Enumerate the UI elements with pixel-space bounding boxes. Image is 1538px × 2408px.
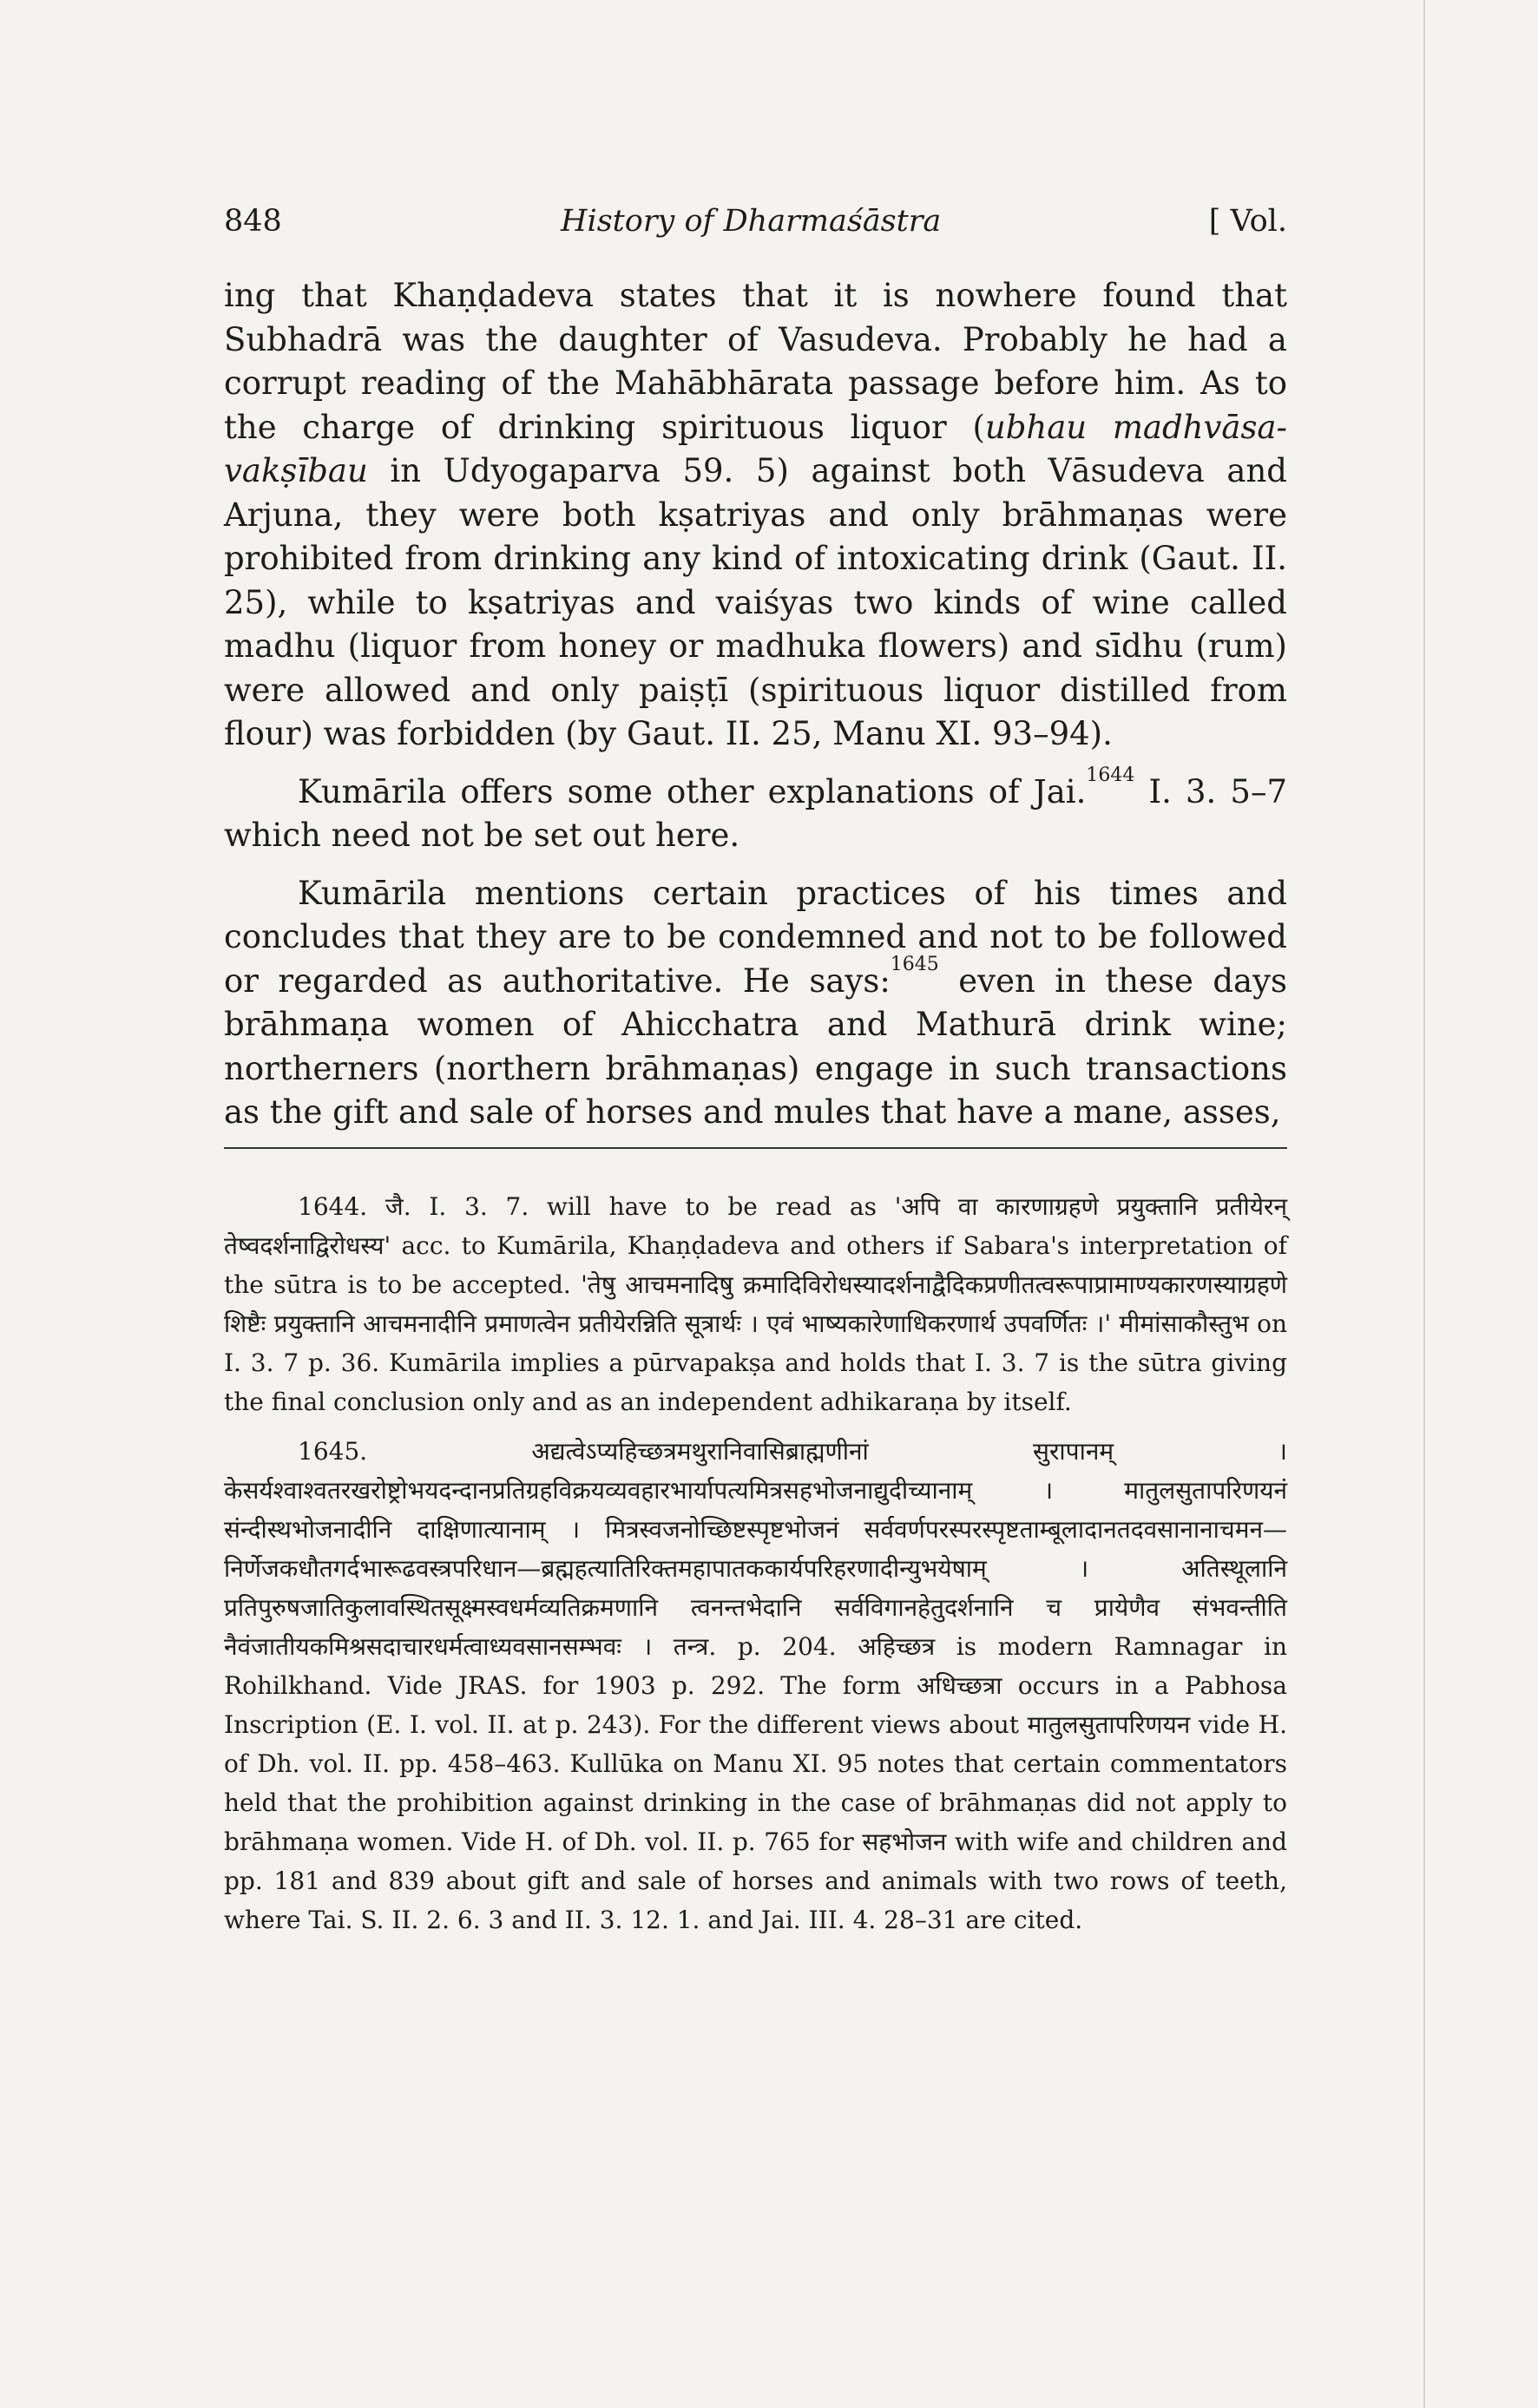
page-edge-line (1423, 0, 1425, 2408)
footnote-1644: 1644. जै. I. 3. 7. will have to be read as 'अपि वा कारणाग्रहणे प्रयुक्तानि प्रतीयेरन् तेष्वदर्शनाद्विरोधस्य' acc. to Kumārila, Khaṇḍadeva and others if Sabara's interpretation of the sūtra is to be accepted. 'तेषु आचमनादिषु क्रमादिविरोधस्यादर्शनाद्वैदिकप्रणीतत्वरूपाप्रामाण्यकारणस्याग्रहणे शिष्टैः प्रयुक्तानि आचमनादीनि प्रमाणत्वेन प्रतीयेरन्निति सूत्रार्थः । एवं भाष्यकारेणाधिकरणार्थ उपवर्णितः ।' मीमांसाकौस्तुभ on I. 3. 7 p. 36. Kumārila implies a pūrvapakṣa and holds that I. 3. 7 is the sūtra giving the final conclusion only and as an independent adhikaraṇa by itself. (224, 1192, 1287, 1416)
footnote-ref-1645[interactable]: 1645 (890, 953, 939, 975)
footnote-ref-1644[interactable]: 1644 (1086, 764, 1135, 786)
footnote-divider (224, 1147, 1287, 1149)
footnotes (224, 1187, 1287, 1939)
main-text (224, 274, 1287, 1135)
italic-quote: ubhau madhvāsa-vakṣībau (224, 408, 1287, 489)
paragraph-2: Kumārila offers some other explanations of Jai.$^{1644}$ I. 3. 5–7 which need not be set out here. (224, 764, 1288, 854)
volume-marker: [ Vol. (1208, 204, 1287, 239)
running-title: History of Dharmaśāstra (561, 204, 942, 239)
paragraph-3: Kumārila mentions certain practices of his times and concludes that they are to be condemned and not to be followed or regarded as authoritative. He says:$^{1645}$ even in these days brāhmaṇa women of Ahicchatra and Mathurā drink wine; northerners (northern brāhmaṇas) engage in such transactions as the gift and sale of horses and mules that have a mane, asses, (224, 874, 1287, 1131)
page-number: 848 (224, 204, 282, 239)
footnote-1645: 1645. अद्यत्वेऽप्यहिच्छत्रमथुरानिवासिब्राह्मणीनां सुरापानम् । केसर्यश्वाश्वतरखरोष्ट्रोभयदन्दानप्रतिग्रहविक्रयव्यवहारभार्यापत्यमित्रसहभोजनाद्युदीच्यानाम् । मातुलसुतापरिणयनं संन्दीस्थभोजनादीनि दाक्षिणात्यानाम् । मित्रस्वजनोच्छिष्टस्पृष्टभोजनं सर्ववर्णपरस्परस्पृष्टताम्बूलादानतदवसानानाचमन—निर्णेजकधौतगर्दभारूढवस्त्रपरिधान—ब्रह्महत्यातिरिक्तमहापातककार्यपरिहरणादीन्युभयेषाम् । अतिस्थूलानि प्रतिपुरुषजातिकुलावस्थितसूक्ष्मस्वधर्मव्यतिक्रमणानि त्वनन्तभेदानि सर्वविगानहेतुदर्शनानि च प्रायेणैव संभवन्तीति नैवंजातीयकमिश्रसदाचारधर्मत्वाध्यवसानसम्भवः । तन्त्र. p. 204. अहिच्छत्र is modern Ramnagar in Rohilkhand. Vide JRAS. for 1903 p. 292. The form अधिच्छत्रा occurs in a Pabhosa Inscription (E. I. vol. II. at p. 243). For the different views about मातुलसुतापरिणयन vide H. of Dh. vol. II. pp. 458–463. Kullūka on Manu XI. 95 notes that certain commentators held that the prohibition against drinking in the case of brāhmaṇas did not apply to brāhmaṇa women. Vide H. of Dh. vol. II. p. 765 for सहभोजन with wife and children and pp. 181 and 839 about gift and sale of horses and animals with two rows of teeth, where Tai. S. II. 2. 6. 3 and II. 3. 12. 1. and Jai. III. 4. 28–31 are cited. (224, 1437, 1287, 1934)
running-header (224, 204, 1287, 247)
paragraph-1: ing that Khaṇḍadeva states that it is nowhere found that Subhadrā was the daughter of Vasudeva. Probably he had a corrupt reading of the Mahābhārata passage before him. As to the charge of drinking spirituous liquor (ubhau madhvāsa-vakṣībau in Udyogaparva 59. 5) against both Vāsudeva and Arjuna, they were both kṣatriyas and only brāhmaṇas were prohibited from drinking any kind of intoxicating drink (Gaut. II. 25), while to kṣatriyas and vaiśyas two kinds of wine called madhu (liquor from honey or madhuka flowers) and sīdhu (rum) were allowed and only paiṣṭī (spirituous liquor distilled from flour) was forbidden (by Gaut. II. 25, Manu XI. 93–94). (224, 277, 1287, 752)
